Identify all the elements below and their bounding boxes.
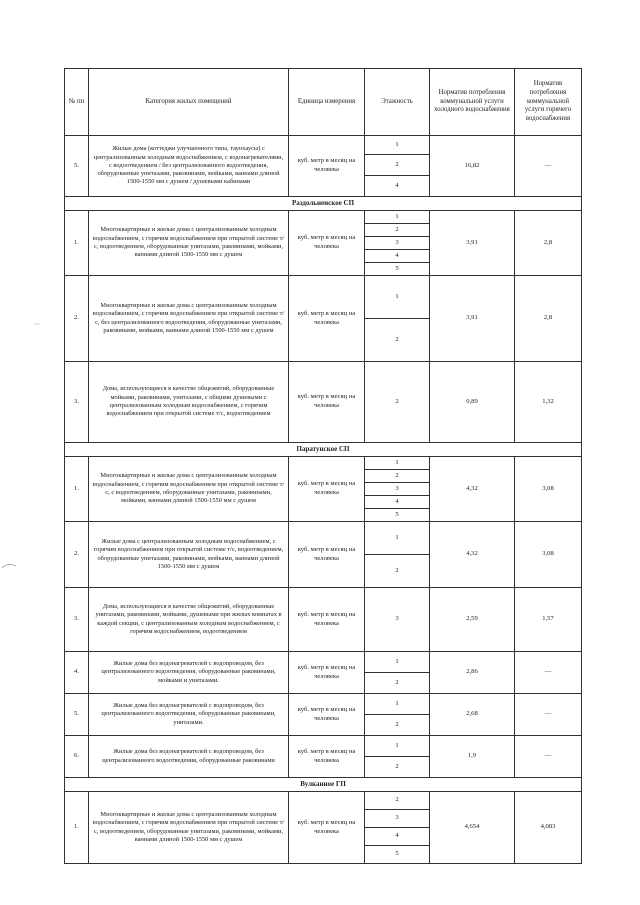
norms-table: [64, 68, 582, 864]
floor-value: 2: [365, 155, 430, 176]
floor-value: 2: [365, 757, 430, 778]
row-unit: куб. метр в месяц на человека: [289, 694, 365, 736]
floor-value: 4: [365, 828, 430, 846]
row-unit: куб. метр в месяц на человека: [289, 457, 365, 522]
floor-value: 1: [365, 694, 430, 715]
row-category: Многоквартирные и жилые дома с централизованным холодным водоснабжением, с горячим водоснабжением при открытой системе т/с, водоотведением, оборудованные унитазами, раковинами, мойками, ваннами длиной 1500-1550 мм с душем: [89, 211, 289, 276]
hot-norm-value: 3,08: [515, 522, 582, 588]
norms-table-body: [65, 69, 582, 864]
row-number: 5.: [65, 136, 89, 197]
cold-norm-value: 4,654: [430, 792, 515, 864]
table-row: [65, 736, 582, 757]
row-number: 5.: [65, 694, 89, 736]
floor-value: 1: [365, 736, 430, 757]
row-number: 2.: [65, 522, 89, 588]
row-category: Жилые дома без водонагревателей с водопроводом, без централизованного водоотведения, оборудованные раковинами, мойками и унитазами.: [89, 652, 289, 694]
cold-norm-value: 4,32: [430, 522, 515, 588]
row-category: Жилые дома без водонагревателей с водопроводом, без централизованного водоотведения, оборудованные раковинами, унитазами.: [89, 694, 289, 736]
floor-value: 4: [365, 176, 430, 197]
row-category: Жилые дома без водонагревателей с водопроводом, без централизованного водоотведения, оборудованные раковинами: [89, 736, 289, 778]
floor-value: 2: [365, 792, 430, 810]
row-number: 1.: [65, 457, 89, 522]
hot-norm-value: —: [515, 736, 582, 778]
floor-value: 5: [365, 846, 430, 864]
floor-value: 3: [365, 810, 430, 828]
row-number: 3.: [65, 362, 89, 443]
row-unit: куб. метр в месяц на человека: [289, 211, 365, 276]
row-category: Многоквартирные и жилые дома с централизованным холодным водоснабжением, с горячим водоснабжением при открытой системе т/с, водоотведением, оборудованные унитазами, раковинами, мойками, ваннами длиной 1500-1550 мм с душем: [89, 792, 289, 864]
floor-value: 1: [365, 522, 430, 555]
row-number: 3.: [65, 588, 89, 652]
floor-value: 1: [365, 136, 430, 155]
row-unit: куб. метр в месяц на человека: [289, 522, 365, 588]
header-unit: Единица измерения: [289, 69, 365, 136]
row-number: 6.: [65, 736, 89, 778]
header-num: № пп: [65, 69, 89, 136]
cold-norm-value: 2,86: [430, 652, 515, 694]
floor-value: 4: [365, 250, 430, 263]
row-unit: куб. метр в месяц на человека: [289, 652, 365, 694]
floor-value: 2: [365, 319, 430, 362]
table-row: [65, 136, 582, 155]
table-row: [65, 362, 582, 443]
row-category: Дома, использующиеся в качестве общежитий, оборудованные унитазами, раковинами, мойками, душевыми при жилых комнатах в каждой секции, с централизованным холодным водоснабжением, с горячим водоснабжением, водоотведением: [89, 588, 289, 652]
floor-value: 1: [365, 457, 430, 470]
hot-norm-value: 2,8: [515, 211, 582, 276]
header-floors: Этажность: [365, 69, 430, 136]
table-row: [65, 276, 582, 319]
section-row: [65, 778, 582, 792]
hot-norm-value: 1,32: [515, 362, 582, 443]
table-row: [65, 522, 582, 555]
row-category: Жилые дома с централизованным холодным водоснабжением, с горячим водоснабжением при открытой системе т/с, водоотведением, оборудованные унитазами, раковинами, мойками, ваннами длиной 1500-1550 мм с душем: [89, 522, 289, 588]
cold-norm-value: 3,91: [430, 211, 515, 276]
row-number: 4.: [65, 652, 89, 694]
row-number: 1.: [65, 211, 89, 276]
cold-norm-value: 2,68: [430, 694, 515, 736]
cold-norm-value: 4,32: [430, 457, 515, 522]
row-unit: куб. метр в месяц на человека: [289, 362, 365, 443]
row-category: Многоквартирные и жилые дома с централизованным холодным водоснабжением, с горячим водоснабжением при открытой системе т/с, без централизованного водоотведения, оборудованные унитазами, раковинами, мойками, ваннами длиной 1500-1550 мм с душем: [89, 276, 289, 362]
cold-norm-value: 2,59: [430, 588, 515, 652]
row-unit: куб. метр в месяц на человека: [289, 792, 365, 864]
table-header-row: [65, 69, 582, 136]
cold-norm-value: 1,9: [430, 736, 515, 778]
header-category: Категория жилых помещений: [89, 69, 289, 136]
cold-norm-value: 16,82: [430, 136, 515, 197]
floor-value: 2: [365, 470, 430, 483]
row-category: Многоквартирные и жилые дома с централизованным холодным водоснабжением, с горячим водоснабжением при открытой системе т/с, с водоотведением, оборудованные унитазами, раковинами, мойками, ваннами длиной 1500-1550 мм с душем: [89, 457, 289, 522]
hot-norm-value: 3,08: [515, 457, 582, 522]
floor-value: 3: [365, 588, 430, 652]
cold-norm-value: 0,89: [430, 362, 515, 443]
row-category: Дома, использующиеся в качестве общежитий, оборудованные мойками, раковинами, унитазами, с общими душевыми с централизованным холодным водоснабжением, с горячим водоснабжением при открытой системе т/с, водоотведением: [89, 362, 289, 443]
section-title: Вулканное ГП: [65, 778, 582, 792]
table-row: [65, 588, 582, 652]
floor-value: 5: [365, 509, 430, 522]
hot-norm-value: 1,57: [515, 588, 582, 652]
floor-value: 2: [365, 362, 430, 443]
row-unit: куб. метр в месяц на человека: [289, 736, 365, 778]
header-hot: Норматив потребления коммунальной услуги горячего водоснабжения: [515, 69, 582, 136]
row-category: Жилые дома (коттеджи улучшенного типа, таунхаусы) с централизованным холодным водоснабжением, с водонагревателями, с водоотведением / без централизованного водоотведения, оборудованные унитазами, раковинами, мойками, ваннами длиной 1500-1550 мм с душем / душевыми кабинами: [89, 136, 289, 197]
table-row: [65, 211, 582, 224]
floor-value: 1: [365, 276, 430, 319]
hot-norm-value: 4,083: [515, 792, 582, 864]
section-row: [65, 197, 582, 211]
header-cold: Норматив потребления коммунальной услуги холодного водоснабжения: [430, 69, 515, 136]
table-row: [65, 694, 582, 715]
row-unit: куб. метр в месяц на человека: [289, 276, 365, 362]
floor-value: 1: [365, 652, 430, 673]
margin-mark: [2, 564, 16, 568]
cold-norm-value: 3,91: [430, 276, 515, 362]
floor-value: 4: [365, 496, 430, 509]
section-title: Паратунское СП: [65, 443, 582, 457]
row-unit: куб. метр в месяц на человека: [289, 588, 365, 652]
section-row: [65, 443, 582, 457]
table-row: [65, 652, 582, 673]
floor-value: 2: [365, 673, 430, 694]
floor-value: 2: [365, 555, 430, 588]
hot-norm-value: —: [515, 694, 582, 736]
floor-value: 3: [365, 483, 430, 496]
table-row: [65, 457, 582, 470]
floor-value: 2: [365, 715, 430, 736]
row-number: 2.: [65, 276, 89, 362]
hot-norm-value: —: [515, 652, 582, 694]
section-title: Раздольненское СП: [65, 197, 582, 211]
hot-norm-value: —: [515, 136, 582, 197]
row-number: 1.: [65, 792, 89, 864]
floor-value: 1: [365, 211, 430, 224]
row-unit: куб. метр в месяц на человека: [289, 136, 365, 197]
floor-value: 3: [365, 237, 430, 250]
floor-value: 2: [365, 224, 430, 237]
hot-norm-value: 2,8: [515, 276, 582, 362]
floor-value: 5: [365, 263, 430, 276]
table-row: [65, 792, 582, 810]
